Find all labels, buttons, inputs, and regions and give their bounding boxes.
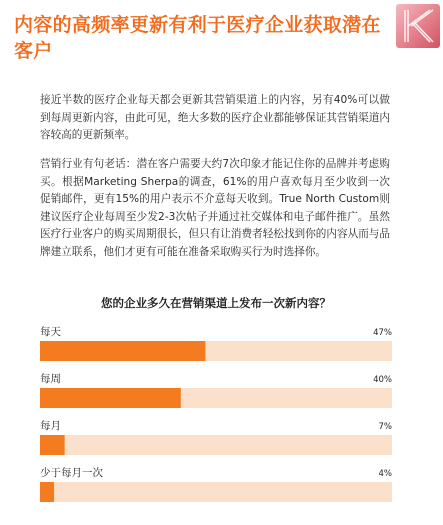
k-logo-icon [396, 4, 440, 48]
bar-track [40, 482, 392, 502]
value-label: 40% [373, 375, 392, 385]
bar-chart-svg [40, 295, 392, 520]
chart-title: 您的企业多久在营销渠道上发布一次新内容？ [101, 296, 331, 310]
page-title: 内容的高频率更新有利于医疗企业获取潜在客户 [14, 14, 381, 62]
bar-track [40, 435, 392, 455]
category-label: 每月 [40, 420, 61, 432]
bar [40, 482, 54, 502]
category-label: 少于每月一次 [40, 467, 103, 479]
category-label: 每周 [40, 373, 61, 385]
value-label: 47% [373, 328, 392, 338]
category-label: 每天 [40, 326, 61, 338]
value-label: 7% [378, 422, 392, 432]
value-label: 4% [378, 469, 392, 479]
content-frequency-chart [40, 295, 392, 520]
paragraph-intro: 接近半数的医疗企业每天都会更新其营销渠道上的内容，另有40%可以做到每周更新内容，由此可见，绝大多数的医疗企业都能够保证其营销渠道内容较高的更新频率。 [40, 94, 390, 142]
bar [40, 341, 205, 361]
paragraph-marketing: 营销行业有句老话：潜在客户需要大约7次印象才能记住你的品牌并考虑购买。根据Marketing Sherpa的调查，61%的用户喜欢每月至少收到一次促销邮件，更有15%的用户表示不介意每天收到。True North Custom则建议医疗企业每周至少发2-3次帖子并通过社交媒体和电子邮件推广。虽然医疗行业客户的购买周期很长，但只有让消费者轻松找到你的内容从而与品牌建立联系，他们才更有可能在准备采取购买行为时选择你。 [40, 158, 390, 258]
bar [40, 388, 181, 408]
bar [40, 435, 65, 455]
